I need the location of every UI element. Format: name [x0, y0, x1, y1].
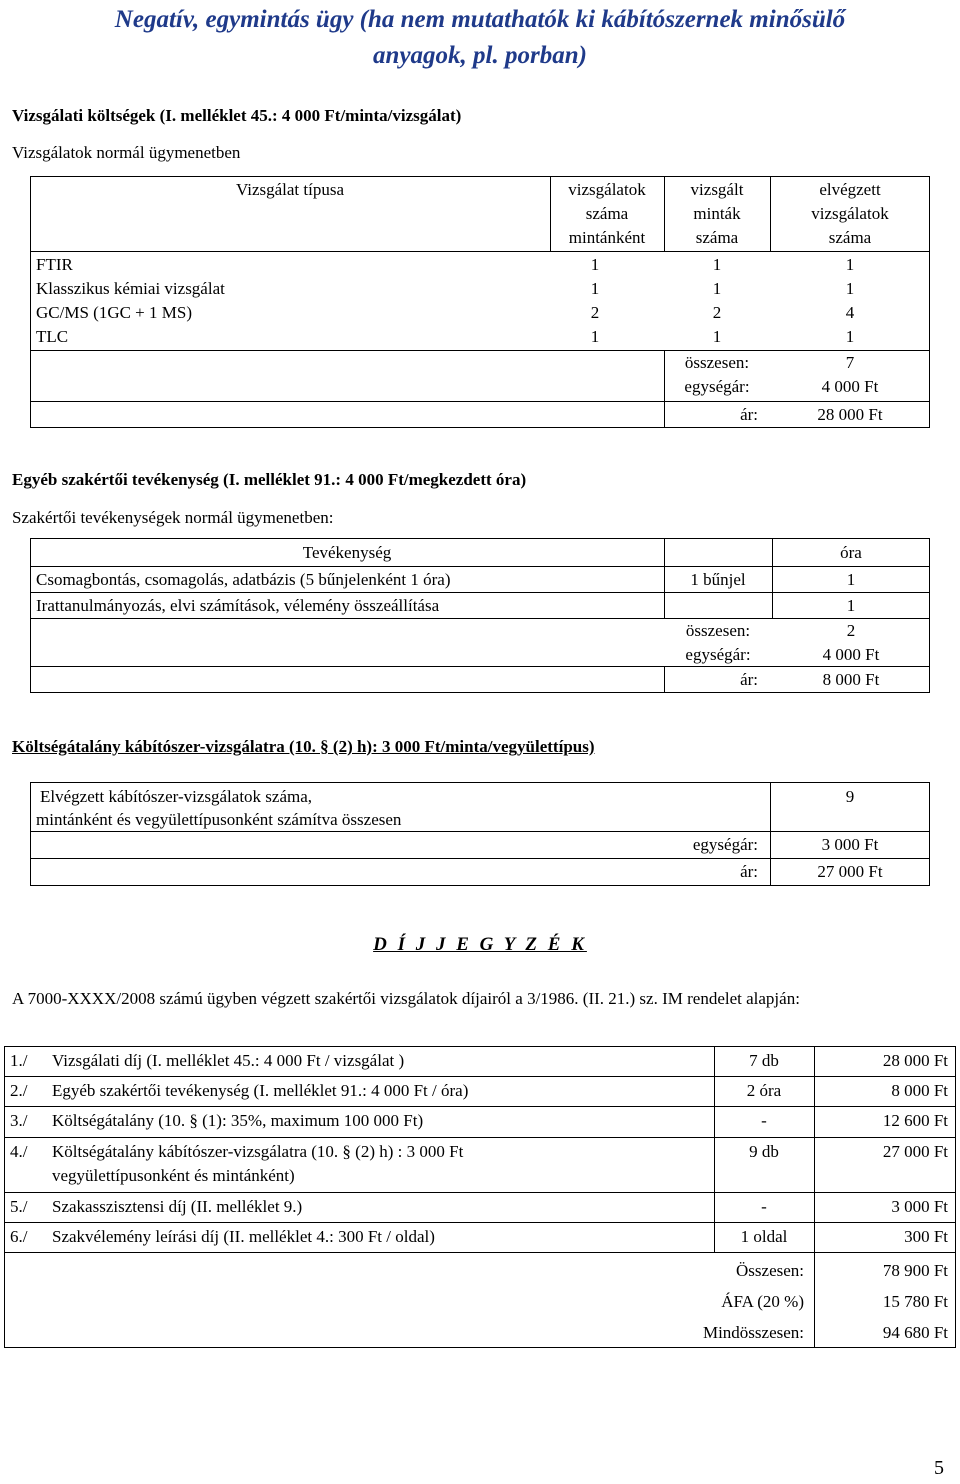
total-value: 2 [846, 621, 856, 640]
price-value: 27 000 Ft [817, 862, 883, 881]
price-label: ár: [740, 862, 758, 881]
title-line-2: anyagok, pl. porban) [373, 42, 587, 69]
col-per-sample-3: mintánként [568, 228, 646, 247]
table-row: GC/MS (1GC + 1 MS) [36, 303, 193, 322]
fee-amount: 27 000 Ft [882, 1142, 948, 1161]
total-value: 7 [845, 353, 855, 372]
flat-count: 9 [845, 787, 855, 806]
table-cell: 2 [712, 303, 722, 322]
col-done-3: száma [828, 228, 872, 247]
flat-line-1: Elvégzett kábítószer-vizsgálatok száma, [40, 787, 313, 806]
exam-subheading: Vizsgálatok normál ügymenetben [12, 143, 241, 162]
fee-amount: 8 000 Ft [891, 1081, 948, 1100]
fee-qty: 2 óra [746, 1081, 782, 1100]
table-row: FTIR [36, 255, 73, 274]
fee-qty: 1 oldal [740, 1227, 788, 1246]
table-row: TLC [36, 327, 69, 346]
unit-price-value: 3 000 Ft [821, 835, 879, 854]
col-done-2: vizsgálatok [811, 204, 889, 223]
col-samples-1: vizsgált [690, 180, 744, 199]
grand-total-label: Mindösszesen: [702, 1323, 804, 1342]
fee-desc: Költségátalány kábítószer-vizsgálatra (10. § (2) h) : 3 000 Ft [52, 1142, 464, 1161]
unit-price-label: egységár: [692, 835, 758, 854]
fee-heading: D Í J J E G Y Z É K [373, 934, 587, 955]
fee-no: 1./ [10, 1051, 28, 1070]
page-title [0, 2, 960, 74]
table-row: Irattanulmányozás, elvi számítások, vélemény összeállítása [36, 596, 440, 615]
table-cell: 1 [846, 596, 856, 615]
col-samples-2: minták [693, 204, 741, 223]
page-number: 5 [934, 1457, 944, 1479]
table-row: Klasszikus kémiai vizsgálat [36, 279, 225, 298]
price-label: ár: [740, 405, 758, 424]
table-row: Csomagbontás, csomagolás, adatbázis (5 bűnjelenként 1 óra) [36, 570, 451, 589]
fee-qty: 9 db [749, 1142, 779, 1161]
col-type: Vizsgálat típusa [235, 180, 345, 199]
fee-amount: 28 000 Ft [882, 1051, 948, 1070]
expert-heading: Egyéb szakértői tevékenység (I. melléklet 91.: 4 000 Ft/megkezdett óra) [12, 470, 527, 489]
title-line-1: Negatív, egymintás ügy (ha nem mutathatók ki kábítószernek minősülő [114, 6, 846, 33]
fee-intro: A 7000-XXXX/2008 számú ügyben végzett szakértői vizsgálatok díjairól a 3/1986. (II. 21.) sz. IM rendelet alapján: [12, 989, 800, 1008]
table-cell: 1 [712, 327, 722, 346]
flat-line-2: mintánként és vegyülettípusonként számítva összesen [36, 810, 402, 829]
col-samples-3: száma [695, 228, 739, 247]
table-cell: 1 [845, 279, 855, 298]
expert-subheading: Szakértői tevékenységek normál ügymenetben: [12, 508, 334, 527]
vat-label: ÁFA (20 %) [721, 1292, 804, 1311]
fee-desc: Egyéb szakértői tevékenység (I. melléklet 91.: 4 000 Ft / óra) [52, 1081, 469, 1100]
col-done-1: elvégzett [819, 180, 881, 199]
fee-no: 5./ [10, 1197, 28, 1216]
table-cell: 1 [846, 570, 856, 589]
price-value: 8 000 Ft [822, 670, 880, 689]
fee-desc: Vizsgálati díj (I. melléklet 45.: 4 000 Ft / vizsgálat ) [52, 1051, 405, 1070]
table-cell: 1 [590, 327, 600, 346]
table-cell: 2 [590, 303, 600, 322]
grand-total-value: 94 680 Ft [882, 1323, 948, 1342]
table-cell: 1 bűnjel [690, 570, 746, 589]
table-cell: 4 [845, 303, 855, 322]
unit-price-label: egységár: [684, 377, 750, 396]
unit-price-label: egységár: [685, 645, 751, 664]
table-cell: 1 [712, 279, 722, 298]
table-cell: 1 [590, 255, 600, 274]
unit-price-value: 4 000 Ft [821, 377, 879, 396]
col-hours: óra [840, 543, 862, 562]
table-cell: 1 [712, 255, 722, 274]
fee-no: 3./ [10, 1111, 28, 1130]
exam-heading: Vizsgálati költségek (I. melléklet 45.: 4 000 Ft/minta/vizsgálat) [12, 106, 462, 125]
fee-desc: Szakasszisztensi díj (II. melléklet 9.) [52, 1197, 303, 1216]
total-label: összesen: [684, 353, 750, 372]
total-label: összesen: [685, 621, 751, 640]
sum-value: 78 900 Ft [882, 1261, 948, 1280]
fee-no: 6./ [10, 1227, 28, 1246]
price-label: ár: [740, 670, 758, 689]
table-cell: 1 [590, 279, 600, 298]
fee-desc: Szakvélemény leírási díj (II. melléklet 4.: 300 Ft / oldal) [52, 1227, 435, 1246]
fee-desc-line-2: vegyülettípusonként és mintánként) [52, 1166, 295, 1185]
fee-amount: 12 600 Ft [882, 1111, 948, 1130]
unit-price-value: 4 000 Ft [822, 645, 880, 664]
col-activity: Tevékenység [302, 543, 392, 562]
fee-qty: - [761, 1197, 767, 1216]
table-cell: 1 [845, 327, 855, 346]
fee-qty: - [761, 1111, 767, 1130]
fee-desc: Költségátalány (10. § (1): 35%, maximum 100 000 Ft) [52, 1111, 424, 1130]
fee-amount: 3 000 Ft [891, 1197, 948, 1216]
fee-no: 2./ [10, 1081, 28, 1100]
vat-value: 15 780 Ft [882, 1292, 948, 1311]
col-per-sample-1: vizsgálatok [568, 180, 646, 199]
table-cell: 1 [845, 255, 855, 274]
fee-amount: 300 Ft [904, 1227, 948, 1246]
fee-qty: 7 db [749, 1051, 779, 1070]
col-per-sample-2: száma [585, 204, 629, 223]
fee-no: 4./ [10, 1142, 28, 1161]
flat-heading: Költségátalány kábítószer-vizsgálatra (10. § (2) h): 3 000 Ft/minta/vegyülettípus) [12, 737, 595, 756]
price-value: 28 000 Ft [817, 405, 883, 424]
sum-label: Összesen: [736, 1261, 804, 1280]
